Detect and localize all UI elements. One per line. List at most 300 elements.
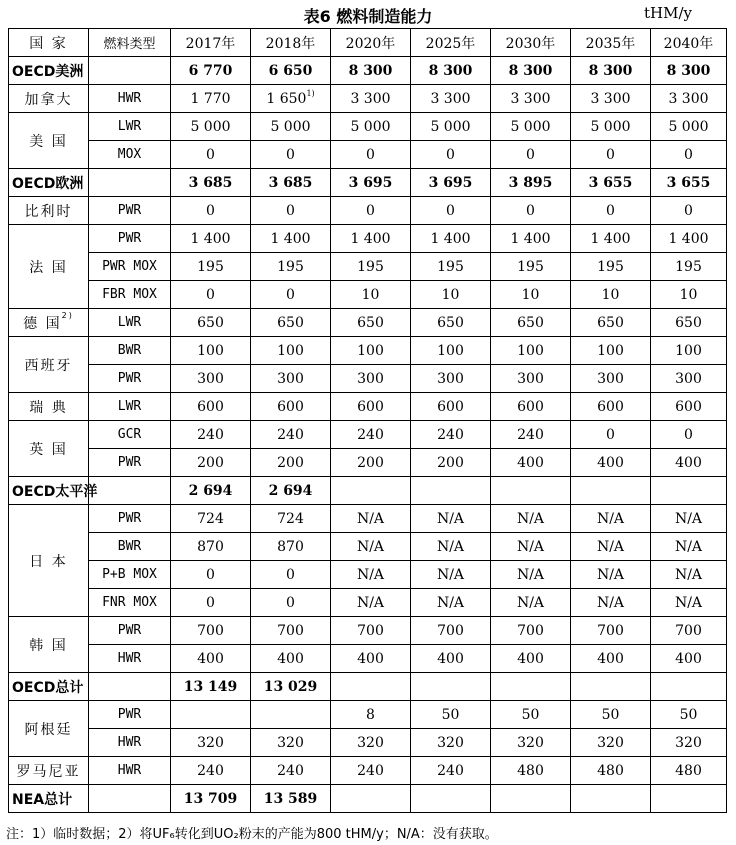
capacity-value: 3 300	[590, 90, 631, 107]
capacity-value: 100	[517, 342, 544, 359]
capacity-cell	[571, 393, 651, 421]
capacity-cell	[651, 645, 727, 673]
capacity-value: 10	[521, 286, 540, 303]
capacity-cell	[411, 729, 491, 757]
capacity-value: 320	[357, 734, 384, 751]
capacity-value: 3 695	[348, 174, 393, 191]
capacity-value: 8 300	[508, 62, 553, 79]
group-total-row	[9, 785, 727, 813]
capacity-value: 0	[206, 286, 215, 303]
country-cell	[9, 393, 89, 421]
capacity-value: 700	[277, 622, 304, 639]
capacity-value: 400	[675, 454, 702, 471]
capacity-cell	[331, 85, 411, 113]
capacity-cell	[491, 533, 571, 561]
fuel-type-cell: PWR	[89, 701, 171, 729]
capacity-cell	[331, 309, 411, 337]
capacity-cell	[251, 225, 331, 253]
capacity-cell	[651, 561, 727, 589]
capacity-value: N/A	[436, 538, 465, 555]
capacity-cell	[571, 701, 651, 729]
capacity-value: 100	[197, 342, 224, 359]
capacity-value: 0	[446, 146, 455, 163]
capacity-value: 0	[606, 146, 615, 163]
capacity-cell	[171, 449, 251, 477]
capacity-cell	[491, 197, 571, 225]
capacity-cell	[171, 393, 251, 421]
capacity-cell	[251, 561, 331, 589]
table-row	[9, 393, 727, 421]
capacity-cell	[251, 57, 331, 85]
capacity-value: 650	[357, 314, 384, 331]
capacity-value: 0	[286, 202, 295, 219]
capacity-value: 10	[601, 286, 620, 303]
capacity-value: 300	[277, 370, 304, 387]
capacity-value: 3 685	[188, 174, 233, 191]
fuel-type-cell: FBR MOX	[89, 281, 171, 309]
capacity-value: 0	[366, 202, 375, 219]
capacity-cell	[171, 589, 251, 617]
country-name: OECD美洲	[12, 63, 84, 80]
capacity-value: 320	[597, 734, 624, 751]
capacity-cell	[171, 253, 251, 281]
capacity-cell	[251, 701, 331, 729]
capacity-cell	[331, 197, 411, 225]
table-row	[9, 533, 727, 561]
capacity-value: 650	[437, 314, 464, 331]
capacity-value: 5 000	[510, 118, 551, 135]
capacity-cell	[331, 421, 411, 449]
capacity-cell	[171, 141, 251, 169]
capacity-value: N/A	[516, 538, 545, 555]
fuel-type-cell: MOX	[89, 141, 171, 169]
fuel-type-cell	[89, 57, 171, 85]
capacity-value: 400	[437, 650, 464, 667]
capacity-value: 8	[366, 706, 375, 723]
table-row	[9, 617, 727, 645]
capacity-cell	[331, 337, 411, 365]
fuel-type-cell	[89, 673, 171, 701]
capacity-cell	[411, 197, 491, 225]
capacity-value: 300	[517, 370, 544, 387]
capacity-value: 195	[277, 258, 304, 275]
capacity-cell	[251, 253, 331, 281]
country-cell	[9, 85, 89, 113]
capacity-cell	[331, 785, 411, 813]
capacity-value: 0	[446, 202, 455, 219]
capacity-cell	[651, 785, 727, 813]
capacity-cell	[251, 449, 331, 477]
capacity-value: N/A	[674, 566, 703, 583]
capacity-value: 2 694	[268, 482, 313, 499]
capacity-cell	[411, 673, 491, 701]
capacity-value: 400	[597, 650, 624, 667]
fuel-fabrication-table	[8, 28, 727, 813]
capacity-cell	[571, 785, 651, 813]
table-row	[9, 281, 727, 309]
capacity-value: 0	[206, 202, 215, 219]
capacity-value: 700	[675, 622, 702, 639]
capacity-value: 3 300	[668, 90, 709, 107]
capacity-cell	[571, 505, 651, 533]
capacity-cell	[571, 365, 651, 393]
capacity-cell	[411, 309, 491, 337]
capacity-value: 3 655	[588, 174, 633, 191]
capacity-value: N/A	[516, 566, 545, 583]
fuel-type-cell: PWR	[89, 449, 171, 477]
capacity-value: 3 300	[350, 90, 391, 107]
capacity-cell	[331, 113, 411, 141]
table-row	[9, 85, 727, 113]
capacity-cell	[491, 561, 571, 589]
capacity-value: N/A	[596, 594, 625, 611]
fuel-type-cell: FNR MOX	[89, 589, 171, 617]
capacity-value: 1 400	[668, 230, 709, 247]
table-row	[9, 113, 727, 141]
capacity-cell	[411, 393, 491, 421]
capacity-value: 6 770	[188, 62, 233, 79]
header-year: 2040年	[651, 29, 727, 57]
capacity-cell	[651, 225, 727, 253]
capacity-cell	[651, 309, 727, 337]
capacity-value: 0	[286, 146, 295, 163]
capacity-value: 0	[684, 202, 693, 219]
capacity-value: 300	[197, 370, 224, 387]
capacity-value: 870	[277, 538, 304, 555]
header-year: 2017年	[171, 29, 251, 57]
fuel-type-cell: LWR	[89, 393, 171, 421]
capacity-cell	[491, 729, 571, 757]
capacity-value: 600	[597, 398, 624, 415]
capacity-cell	[411, 701, 491, 729]
capacity-value: 13 149	[183, 678, 238, 695]
header-year: 2025年	[411, 29, 491, 57]
capacity-cell	[411, 113, 491, 141]
capacity-value: N/A	[516, 594, 545, 611]
capacity-value: N/A	[356, 510, 385, 527]
capacity-cell	[411, 141, 491, 169]
capacity-cell	[491, 673, 571, 701]
capacity-value: 650	[517, 314, 544, 331]
capacity-cell	[571, 561, 651, 589]
capacity-cell	[171, 113, 251, 141]
group-total-row	[9, 477, 727, 505]
capacity-cell	[571, 617, 651, 645]
capacity-value: N/A	[356, 566, 385, 583]
capacity-cell	[251, 729, 331, 757]
capacity-cell	[491, 757, 571, 785]
capacity-cell	[171, 169, 251, 197]
country-name: 西班牙	[24, 357, 73, 374]
capacity-cell	[411, 533, 491, 561]
group-total-row	[9, 673, 727, 701]
country-cell	[9, 617, 89, 673]
capacity-cell	[571, 589, 651, 617]
capacity-cell	[331, 393, 411, 421]
capacity-value: 1 400	[190, 230, 231, 247]
capacity-cell	[651, 393, 727, 421]
capacity-cell	[651, 281, 727, 309]
capacity-value: 240	[277, 762, 304, 779]
capacity-cell	[251, 365, 331, 393]
capacity-value: N/A	[436, 566, 465, 583]
capacity-value: 0	[526, 202, 535, 219]
country-cell	[9, 477, 98, 505]
fuel-type-cell: P+B MOX	[89, 561, 171, 589]
capacity-cell	[491, 337, 571, 365]
fuel-type-cell: HWR	[89, 645, 171, 673]
capacity-cell	[571, 57, 651, 85]
unit-label: tHM/y	[644, 4, 692, 22]
capacity-value: 600	[197, 398, 224, 415]
capacity-cell	[491, 505, 571, 533]
table-row	[9, 365, 727, 393]
capacity-value: 0	[684, 146, 693, 163]
country-name: 阿根廷	[24, 721, 73, 738]
capacity-cell	[251, 421, 331, 449]
capacity-cell	[171, 785, 251, 813]
capacity-value: 480	[675, 762, 702, 779]
footnote: 注：1）临时数据；2）将UF₆转化到UO₂粉末的产能为800 tHM/y；N/A：没有获取。	[6, 827, 498, 842]
capacity-cell	[331, 533, 411, 561]
capacity-cell	[171, 421, 251, 449]
header-country: 国 家	[9, 29, 89, 57]
capacity-cell	[571, 253, 651, 281]
capacity-cell	[251, 617, 331, 645]
capacity-cell	[251, 337, 331, 365]
capacity-cell	[411, 645, 491, 673]
capacity-cell	[331, 617, 411, 645]
capacity-value: 50	[679, 706, 698, 723]
country-name: OECD太平洋	[12, 483, 98, 500]
capacity-cell	[571, 281, 651, 309]
capacity-value: 195	[197, 258, 224, 275]
capacity-value: 0	[606, 426, 615, 443]
table-row	[9, 253, 727, 281]
capacity-value: N/A	[596, 566, 625, 583]
capacity-cell	[571, 169, 651, 197]
capacity-value: 100	[597, 342, 624, 359]
capacity-cell	[491, 393, 571, 421]
capacity-cell	[331, 449, 411, 477]
capacity-value: 300	[597, 370, 624, 387]
capacity-value: 195	[437, 258, 464, 275]
capacity-value: 50	[441, 706, 460, 723]
country-name: 比利时	[24, 203, 73, 220]
capacity-value: 3 655	[666, 174, 711, 191]
capacity-value: 0	[206, 566, 215, 583]
capacity-value: 3 695	[428, 174, 473, 191]
capacity-cell	[331, 505, 411, 533]
capacity-cell	[411, 85, 491, 113]
capacity-value: 300	[675, 370, 702, 387]
capacity-cell	[491, 701, 571, 729]
capacity-value: 100	[357, 342, 384, 359]
capacity-value: 300	[437, 370, 464, 387]
group-total-row	[9, 169, 727, 197]
capacity-cell	[491, 309, 571, 337]
capacity-value: 724	[197, 510, 224, 527]
fuel-type-cell: PWR	[89, 197, 171, 225]
capacity-value: 0	[206, 146, 215, 163]
capacity-cell	[171, 337, 251, 365]
value-footnote-marker: 1)	[306, 88, 315, 98]
header-year: 2020年	[331, 29, 411, 57]
fuel-type-cell: PWR	[89, 505, 171, 533]
capacity-cell	[651, 337, 727, 365]
fuel-type-cell	[89, 785, 171, 813]
capacity-value: 240	[357, 762, 384, 779]
capacity-value: 5 000	[270, 118, 311, 135]
capacity-cell	[331, 141, 411, 169]
capacity-cell	[251, 197, 331, 225]
capacity-cell	[571, 533, 651, 561]
country-name: 罗马尼亚	[16, 763, 81, 780]
table-row	[9, 505, 727, 533]
country-cell	[9, 337, 89, 393]
capacity-cell	[571, 421, 651, 449]
fuel-type-cell: PWR	[89, 225, 171, 253]
capacity-cell	[251, 169, 331, 197]
capacity-cell	[491, 645, 571, 673]
capacity-cell	[171, 645, 251, 673]
capacity-cell	[651, 505, 727, 533]
capacity-cell	[411, 477, 491, 505]
country-cell	[9, 673, 89, 701]
table-row	[9, 421, 727, 449]
capacity-value: 0	[286, 286, 295, 303]
capacity-value: 13 589	[263, 790, 318, 807]
capacity-cell	[331, 365, 411, 393]
capacity-value: 1 650	[266, 90, 307, 107]
capacity-cell	[171, 281, 251, 309]
capacity-value: N/A	[674, 510, 703, 527]
capacity-value: 200	[277, 454, 304, 471]
capacity-cell	[171, 57, 251, 85]
capacity-cell	[571, 113, 651, 141]
fuel-type-cell: HWR	[89, 757, 171, 785]
country-name: 韩 国	[29, 637, 68, 654]
capacity-cell	[251, 85, 331, 113]
capacity-value: 650	[675, 314, 702, 331]
capacity-value: 3 300	[510, 90, 551, 107]
capacity-cell	[411, 785, 491, 813]
fuel-type-cell: LWR	[89, 309, 171, 337]
capacity-value: 480	[597, 762, 624, 779]
capacity-cell	[331, 589, 411, 617]
capacity-value: 195	[675, 258, 702, 275]
fuel-type-cell: LWR	[89, 113, 171, 141]
capacity-value: 650	[197, 314, 224, 331]
capacity-cell	[251, 141, 331, 169]
capacity-cell	[251, 281, 331, 309]
capacity-value: 400	[277, 650, 304, 667]
fuel-type-cell: PWR	[89, 365, 171, 393]
country-cell	[9, 757, 89, 785]
capacity-cell	[571, 309, 651, 337]
country-cell	[9, 57, 89, 85]
country-name: OECD欧洲	[12, 175, 84, 192]
capacity-value: 400	[597, 454, 624, 471]
capacity-cell	[491, 141, 571, 169]
capacity-cell	[491, 225, 571, 253]
capacity-cell	[411, 421, 491, 449]
capacity-value: 5 000	[668, 118, 709, 135]
table-title: 表6 燃料制造能力	[303, 7, 433, 26]
capacity-value: 0	[206, 594, 215, 611]
capacity-value: 600	[437, 398, 464, 415]
fuel-type-cell: GCR	[89, 421, 171, 449]
capacity-value: 0	[366, 146, 375, 163]
capacity-cell	[411, 337, 491, 365]
group-total-row	[9, 57, 727, 85]
capacity-cell	[171, 477, 251, 505]
capacity-cell	[411, 57, 491, 85]
capacity-value: 3 895	[508, 174, 553, 191]
table-row	[9, 589, 727, 617]
capacity-cell	[171, 85, 251, 113]
capacity-value: 3 685	[268, 174, 313, 191]
capacity-value: 100	[277, 342, 304, 359]
capacity-cell	[491, 477, 571, 505]
capacity-cell	[491, 589, 571, 617]
table-row	[9, 337, 727, 365]
capacity-cell	[651, 533, 727, 561]
capacity-value: 320	[277, 734, 304, 751]
capacity-value: 240	[437, 426, 464, 443]
capacity-cell	[251, 757, 331, 785]
capacity-value: 8 300	[588, 62, 633, 79]
capacity-cell	[251, 309, 331, 337]
country-name: NEA总计	[12, 791, 73, 808]
capacity-value: 240	[277, 426, 304, 443]
capacity-value: 700	[517, 622, 544, 639]
capacity-value: 8 300	[428, 62, 473, 79]
table-row	[9, 701, 727, 729]
capacity-value: 200	[197, 454, 224, 471]
capacity-value: 300	[357, 370, 384, 387]
table-row	[9, 449, 727, 477]
capacity-cell	[331, 701, 411, 729]
capacity-cell	[171, 309, 251, 337]
capacity-cell	[251, 533, 331, 561]
capacity-cell	[171, 561, 251, 589]
capacity-value: 400	[357, 650, 384, 667]
capacity-value: 5 000	[590, 118, 631, 135]
capacity-cell	[571, 225, 651, 253]
capacity-cell	[491, 85, 571, 113]
capacity-value: 400	[675, 650, 702, 667]
capacity-value: N/A	[356, 538, 385, 555]
country-name: 德 国	[23, 315, 62, 332]
header-year: 2035年	[571, 29, 651, 57]
capacity-cell	[491, 57, 571, 85]
capacity-cell	[491, 617, 571, 645]
capacity-cell	[651, 113, 727, 141]
capacity-cell	[251, 393, 331, 421]
table-row	[9, 141, 727, 169]
capacity-value: 1 400	[590, 230, 631, 247]
fuel-type-cell: PWR MOX	[89, 253, 171, 281]
capacity-cell	[411, 561, 491, 589]
country-name: 瑞 典	[29, 399, 68, 416]
table-row	[9, 197, 727, 225]
country-name: 法 国	[29, 259, 68, 276]
capacity-cell	[651, 197, 727, 225]
header-fuel-type: 燃料类型	[89, 29, 171, 57]
country-cell	[9, 701, 89, 757]
capacity-value: 650	[597, 314, 624, 331]
